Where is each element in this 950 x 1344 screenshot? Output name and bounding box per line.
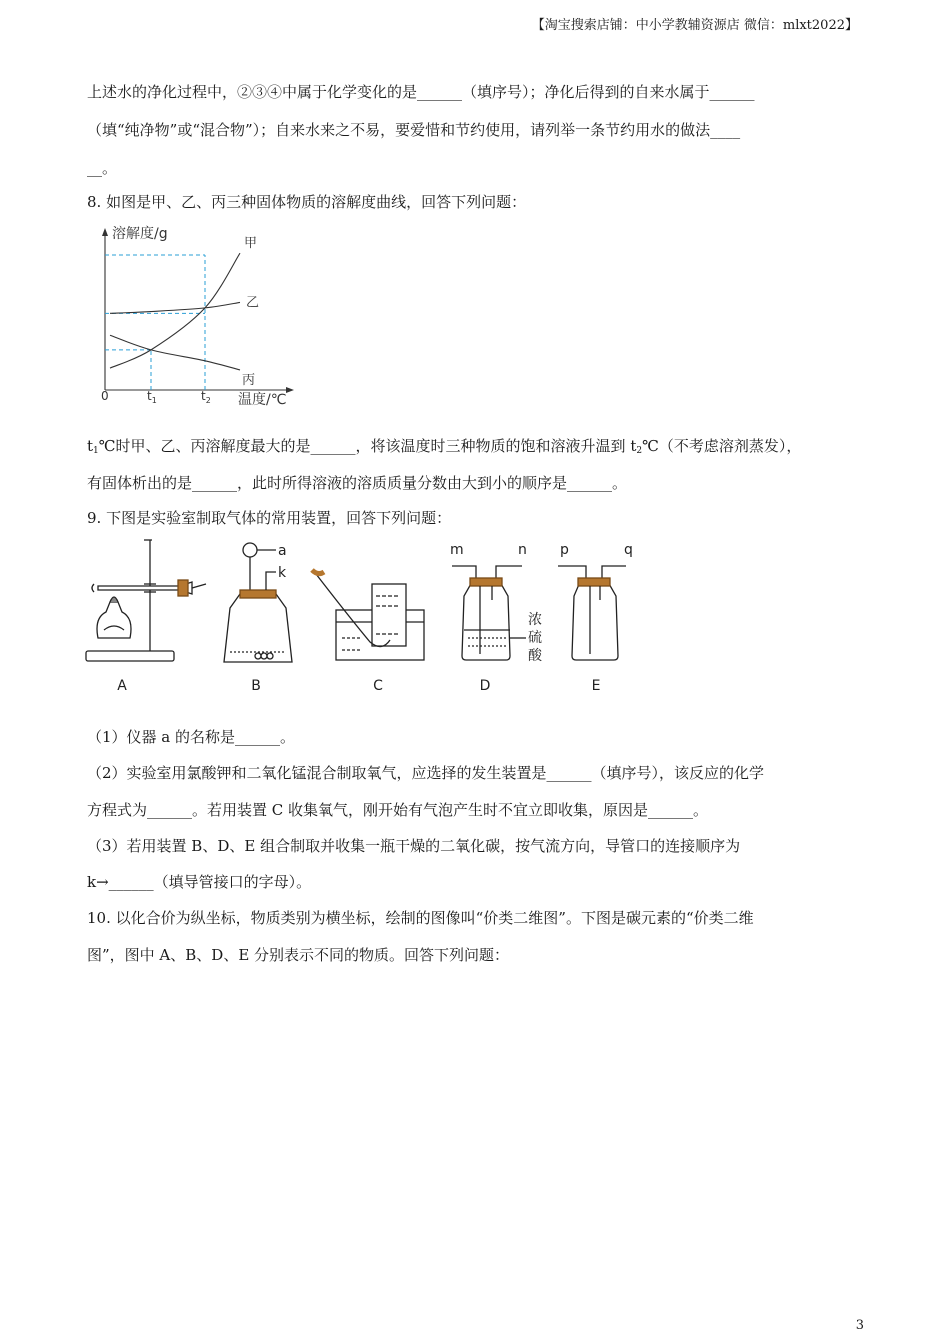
q10-line-1: 10. 以化合价为纵坐标，物质类别为横坐标，绘制的图像叫“价类二维图”。下图是碳元素的“价类二维	[87, 909, 754, 927]
q9-sub3-line-2: k→______（填导管接口的字母）。	[87, 873, 312, 891]
apparatus-e	[558, 566, 626, 660]
q9-sub1: （1）仪器 a 的名称是______。	[87, 728, 296, 746]
series-label-1: 甲	[244, 236, 258, 252]
q8-line-2: 有固体析出的是______，此时所得溶液的溶质质量分数由大到小的顺序是______。	[87, 474, 628, 492]
port-n: n	[518, 542, 527, 558]
shop-header: 【淘宝搜索店铺：中小学教辅资源店 微信：mlxt2022】	[531, 18, 858, 33]
q7-line-3: __。	[87, 159, 118, 177]
series-line-2	[110, 302, 240, 313]
q9-sub2-line-1: （2）实验室用氯酸钾和二氧化锰混合制取氧气，应选择的发生装置是______（填序号），该反应的化学	[87, 764, 765, 782]
x-tick-label-1: $t_1$	[147, 389, 157, 405]
port-p: p	[560, 542, 569, 558]
label-b: B	[251, 678, 261, 694]
solubility-chart	[90, 222, 310, 412]
label-a: A	[117, 678, 127, 694]
series-line-3	[110, 335, 240, 370]
acid-char-2: 硫	[528, 630, 542, 646]
y-axis-arrow	[102, 228, 108, 236]
q7-line-2: （填“纯净物”或“混合物”）；自来水来之不易，要爱惜和节约使用，请列举一条节约用水的做法____	[87, 121, 741, 139]
label-c: C	[373, 678, 383, 694]
q9-sub3-line-1: （3）若用装置 B、D、E 组合制取并收集一瓶干燥的二氧化碳，按气流方向，导管口的连接顺序为	[87, 837, 741, 855]
label-e: E	[591, 678, 601, 694]
q8-stem: 8. 如图是甲、乙、丙三种固体物质的溶解度曲线，回答下列问题：	[87, 193, 527, 211]
port-q: q	[624, 542, 633, 558]
q10-line-2: 图”，图中 A、B、D、E 分别表示不同的物质。回答下列问题：	[87, 946, 510, 964]
port-a: a	[278, 543, 287, 559]
acid-char-3: 酸	[528, 648, 542, 664]
label-d: D	[479, 678, 491, 694]
apparatus-c	[312, 570, 424, 660]
q7-line-1: 上述水的净化过程中，②③④中属于化学变化的是______（填序号）；净化后得到的自来水属于______	[87, 83, 755, 101]
y-axis-label: 溶解度/g	[112, 226, 168, 242]
lab-apparatus-figure	[80, 538, 650, 698]
page-number: 3	[855, 1318, 864, 1333]
q9-stem: 9. 下图是实验室制取气体的常用装置，回答下列问题：	[87, 509, 452, 527]
x-axis-label: 温度/℃	[238, 392, 287, 408]
q9-sub2-line-2: 方程式为______。若用装置 C 收集氧气，刚开始有气泡产生时不宜立即收集，原因是______。	[87, 801, 709, 819]
series-label-2: 乙	[246, 295, 260, 311]
series-label-3: 丙	[242, 372, 256, 388]
x-tick-label-2: $t_2$	[201, 389, 211, 405]
q8-line-1: $t_1℃$时甲、乙、丙溶解度最大的是______，将该温度时三种物质的饱和溶液升温到 $t_2℃$（不考虑溶剂蒸发），	[87, 437, 802, 456]
apparatus-b	[224, 543, 292, 662]
acid-char-1: 浓	[528, 612, 542, 628]
apparatus-d	[452, 566, 526, 660]
port-k: k	[278, 565, 287, 581]
port-m: m	[450, 542, 464, 558]
x-axis-arrow	[286, 387, 294, 393]
origin-label: 0	[101, 389, 109, 403]
apparatus-a	[86, 540, 206, 661]
